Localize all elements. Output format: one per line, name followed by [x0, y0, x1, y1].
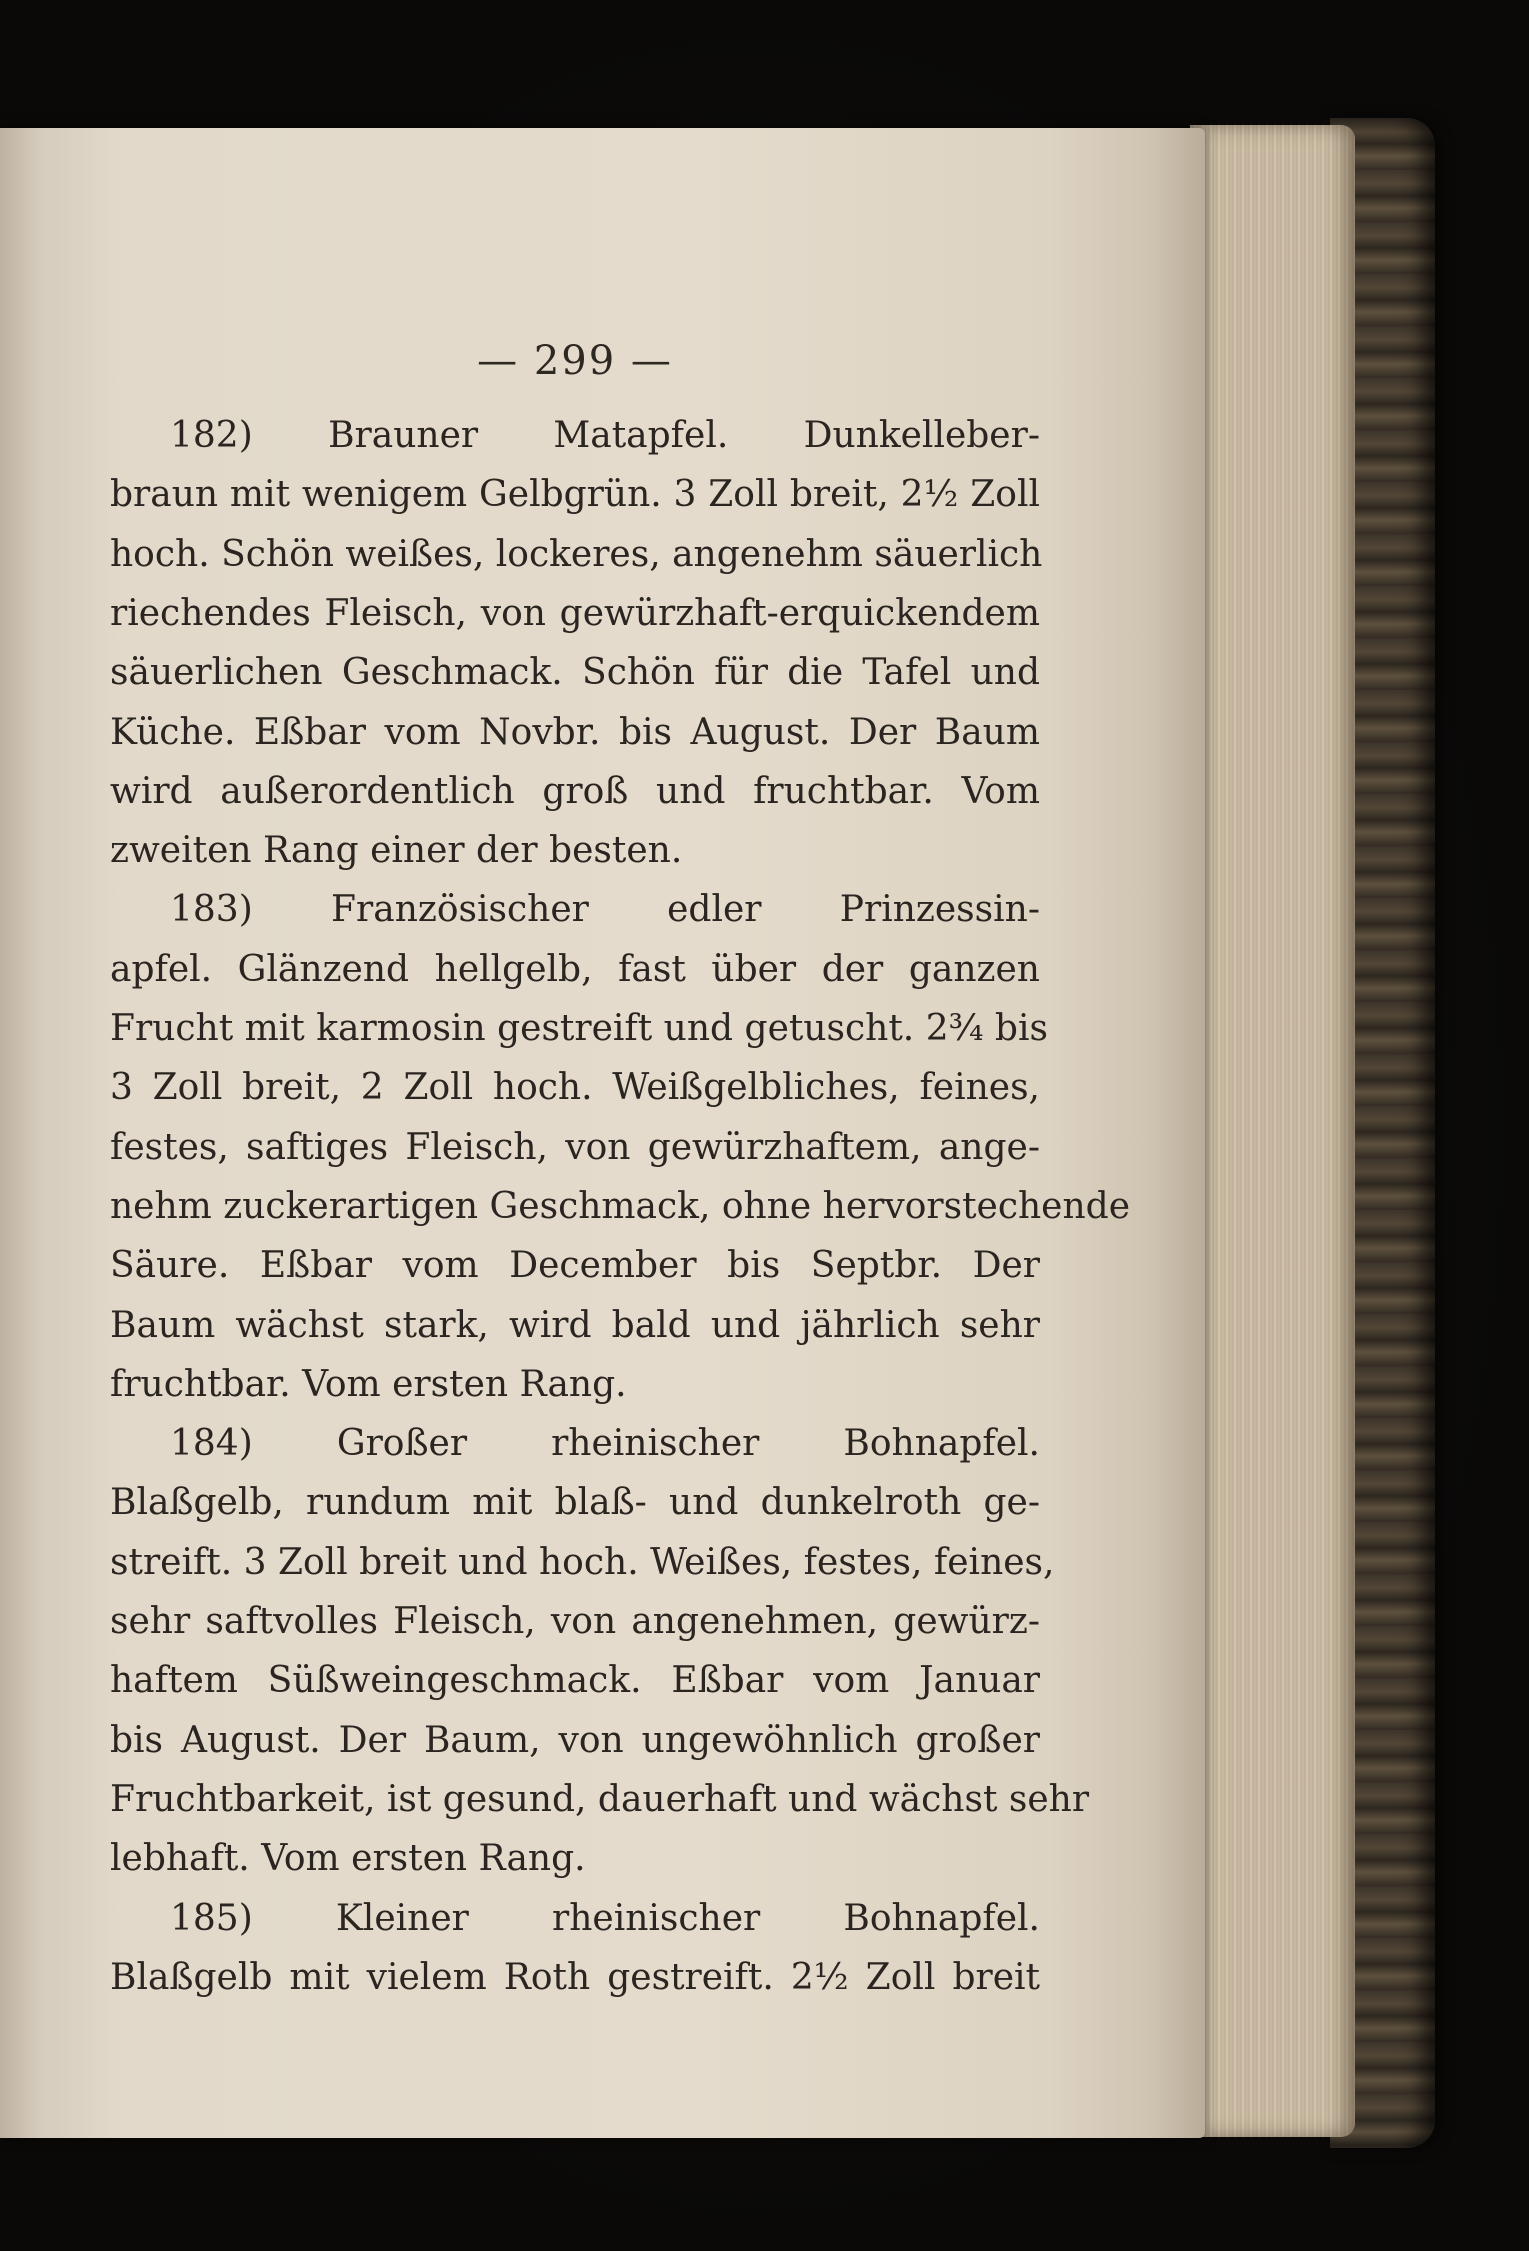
text-line: säuerlichen Geschmack. Schön für die Tafel und — [110, 652, 1040, 694]
text-line: 3 Zoll breit, 2 Zoll hoch. Weißgelbliches, feines, — [110, 1067, 1040, 1109]
text-line: fruchtbar. Vom ersten Rang. — [110, 1363, 627, 1405]
text-line: 183) Französischer edler Prinzessin- — [170, 889, 1040, 931]
text-line: bis August. Der Baum, von ungewöhnlich großer — [110, 1719, 1040, 1761]
text-line: 185) Kleiner rheinischer Bohnapfel. — [170, 1897, 1040, 1939]
text-line: haftem Süßweingeschmack. Eßbar vom Januar — [110, 1660, 1040, 1702]
text-line: Küche. Eßbar vom Novbr. bis August. Der Baum — [110, 711, 1040, 753]
text-line: Blaßgelb, rundum mit blaß- und dunkelroth ge- — [110, 1482, 1040, 1524]
text-line: 182) Brauner Matapfel. Dunkelleber- — [170, 415, 1040, 456]
book-page — [0, 128, 1205, 2138]
text-line: nehm zuckerartigen Geschmack, ohne hervorstechende — [110, 1185, 1131, 1227]
text-line: braun mit wenigem Gelbgrün. 3 Zoll breit, 2½ Zoll — [110, 474, 1040, 516]
text-line: festes, saftiges Fleisch, von gewürzhaftem, ange- — [110, 1126, 1040, 1168]
text-line: Blaßgelb mit vielem Roth gestreift. 2½ Zoll breit — [110, 1956, 1040, 1998]
page-number: — 299 — — [477, 338, 673, 384]
text-line: sehr saftvolles Fleisch, von angenehmen, gewürz- — [110, 1601, 1040, 1642]
text-line: zweiten Rang einer der besten. — [110, 830, 683, 872]
text-line: Baum wächst stark, wird bald und jährlich sehr — [110, 1304, 1040, 1346]
text-line: riechendes Fleisch, von gewürzhaft-erquickendem — [110, 592, 1040, 634]
text-line: hoch. Schön weißes, lockeres, angenehm säuerlich — [110, 533, 1043, 575]
text-line: Frucht mit karmosin gestreift und getuscht. 2¾ bis — [110, 1008, 1048, 1049]
text-line: Fruchtbarkeit, ist gesund, dauerhaft und wächst sehr — [110, 1778, 1090, 1820]
page-fore-edge — [1190, 125, 1355, 2137]
text-line: Säure. Eßbar vom December bis Septbr. Der — [110, 1245, 1040, 1287]
text-line: 184) Großer rheinischer Bohnapfel. — [170, 1423, 1040, 1465]
text-line: lebhaft. Vom ersten Rang. — [110, 1838, 586, 1880]
text-line: apfel. Glänzend hellgelb, fast über der ganzen — [110, 948, 1040, 990]
text-line: streift. 3 Zoll breit und hoch. Weißes, festes, feines, — [110, 1541, 1055, 1583]
text-line: wird außerordentlich groß und fruchtbar. Vom — [110, 770, 1040, 812]
